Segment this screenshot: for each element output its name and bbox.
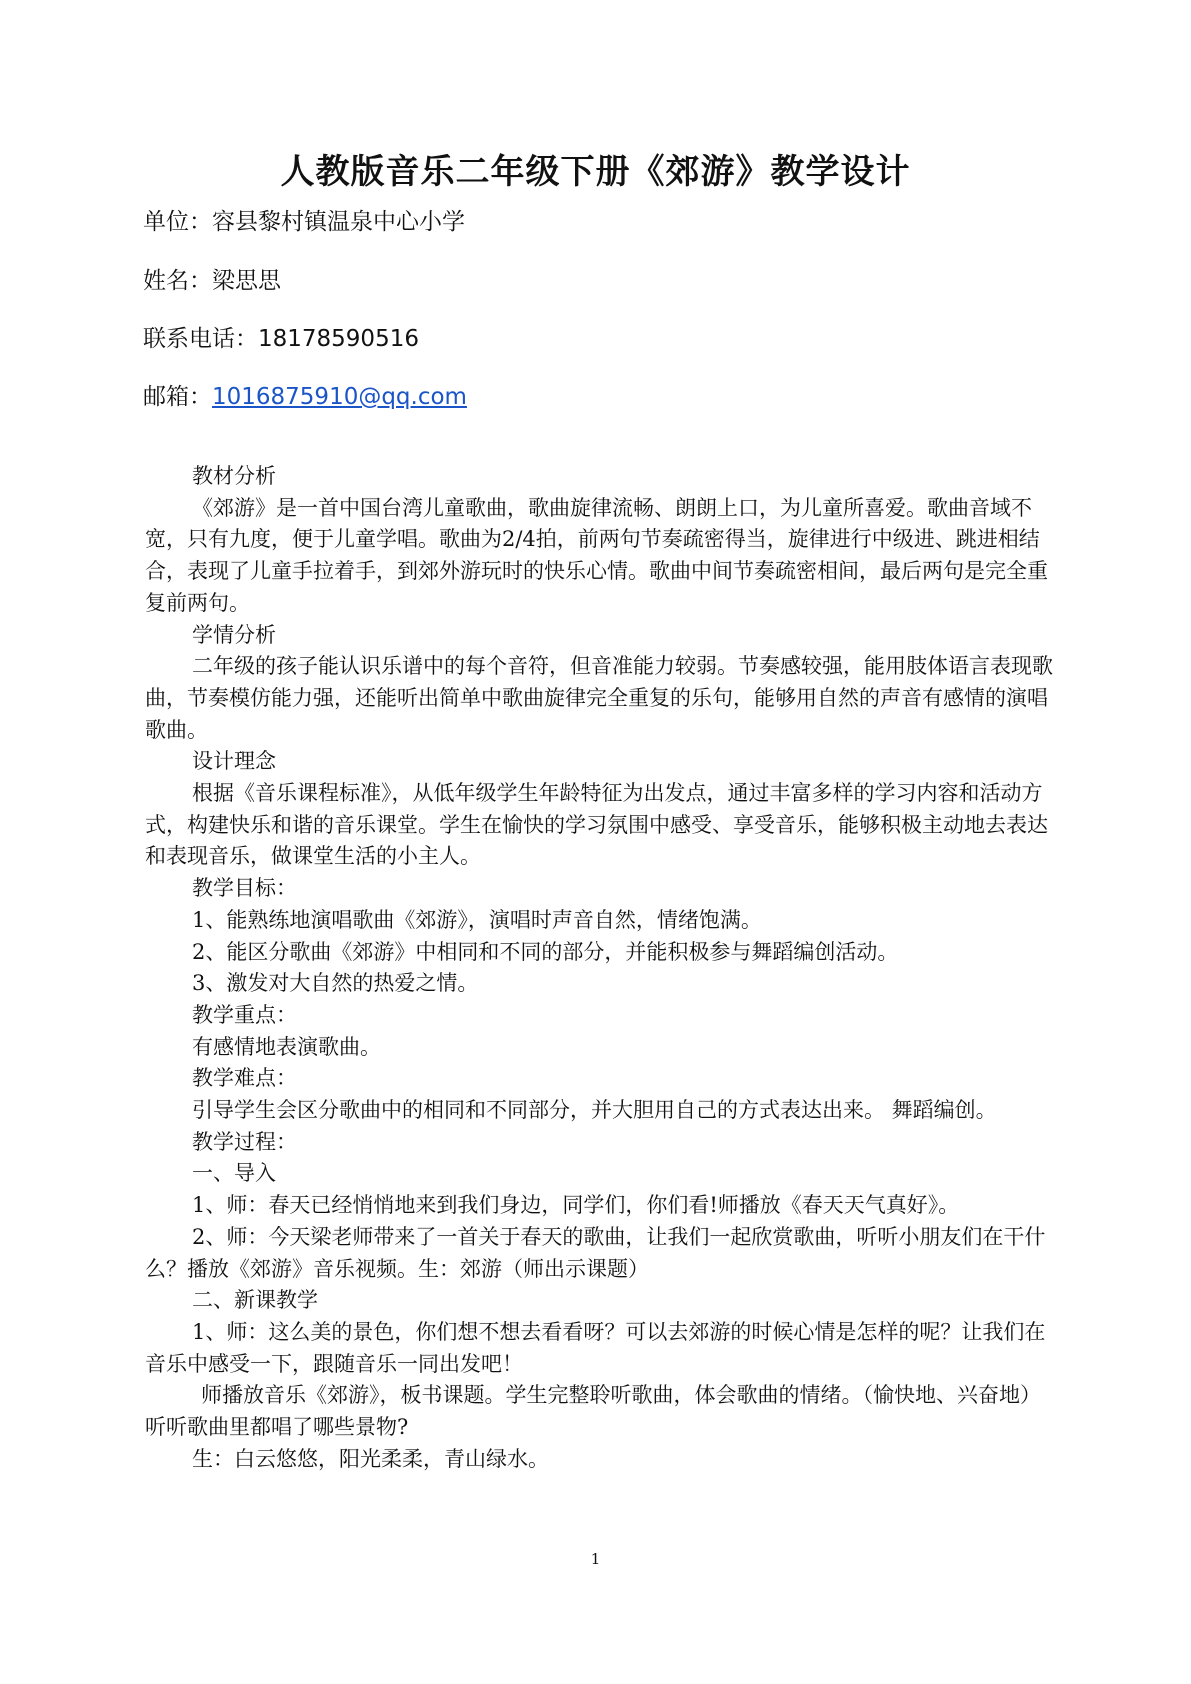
- paragraph: 设计理念: [192, 749, 276, 774]
- paragraph: 教材分析: [192, 464, 276, 488]
- paragraph: 1、师：春天已经悄悄地来到我们身边，同学们，你们看!师播放《春天天气真好》。: [192, 1193, 960, 1218]
- name-label: 姓名：: [143, 268, 212, 294]
- paragraph: 1、师：这么美的景色，你们想不想去看看呀？可以去郊游的时候心情是怎样的呢？让我们在音乐中感受一下，跟随音乐一同出发吧！: [145, 1319, 1046, 1376]
- paragraph: 1、能熟练地演唱歌曲《郊游》，演唱时声音自然，情绪饱满。: [192, 907, 762, 932]
- paragraph: 有感情地表演歌曲。: [192, 1034, 381, 1059]
- paragraph: 教学目标：: [192, 876, 297, 901]
- paragraph: 教学重点：: [192, 1002, 297, 1027]
- email-label: 邮箱：: [143, 384, 212, 410]
- unit-line: [143, 207, 465, 237]
- paragraph: 教学过程：: [192, 1129, 297, 1154]
- paragraph: 二、新课教学: [192, 1288, 318, 1313]
- unit-value: 容县黎村镇温泉中心小学: [212, 209, 465, 235]
- paragraph: 师播放音乐《郊游》，板书课题。学生完整聆听歌曲，体会歌曲的情绪。（愉快地、兴奋地）听听歌曲里都唱了哪些景物?: [145, 1383, 1041, 1440]
- name-line: [143, 266, 281, 296]
- phone-line: [143, 324, 419, 354]
- unit-label: 单位：: [143, 209, 212, 235]
- page-number: 1: [590, 1550, 601, 1568]
- paragraph: 学情分析: [192, 622, 276, 647]
- paragraph: 生：白云悠悠，阳光柔柔，青山绿水。: [192, 1446, 549, 1471]
- phone-label: 联系电话：: [143, 326, 258, 352]
- phone-value: 18178590516: [258, 326, 419, 352]
- document-body: [145, 461, 1060, 1476]
- paragraph: 二年级的孩子能认识乐谱中的每个音符，但音准能力较弱。节奏感较强，能用肢体语言表现歌曲，节奏模仿能力强，还能听出简单中歌曲旋律完全重复的乐句，能够用自然的声音有感情的演唱歌曲。: [145, 654, 1053, 742]
- paragraph: 3、激发对大自然的热爱之情。: [192, 971, 479, 996]
- email-line: [143, 382, 467, 412]
- paragraph: 根据《音乐课程标准》，从低年级学生年龄特征为出发点，通过丰富多样的学习内容和活动方式，构建快乐和谐的音乐课堂。学生在愉快的学习氛围中感受、享受音乐，能够积极主动地去表达和表现音乐，做课堂生活的小主人。: [145, 781, 1048, 869]
- paragraph: 引导学生会区分歌曲中的相同和不同部分，并大胆用自己的方式表达出来。 舞蹈编创。: [192, 1098, 997, 1123]
- paragraph: 教学难点：: [192, 1066, 297, 1091]
- document-title: 人教版音乐二年级下册《郊游》教学设计: [280, 152, 911, 192]
- email-link[interactable]: 1016875910@qq.com: [212, 384, 467, 410]
- paragraph: 2、能区分歌曲《郊游》中相同和不同的部分，并能积极参与舞蹈编创活动。: [192, 939, 899, 964]
- paragraph: 一、导入: [192, 1161, 276, 1186]
- name-value: 梁思思: [212, 268, 281, 294]
- paragraph: 2、师：今天梁老师带来了一首关于春天的歌曲，让我们一起欣赏歌曲，听听小朋友们在干什么？播放《郊游》音乐视频。生：郊游（师出示课题）: [145, 1224, 1046, 1281]
- paragraph: 《郊游》是一首中国台湾儿童歌曲，歌曲旋律流畅、朗朗上口，为儿童所喜爱。歌曲音域不宽，只有九度，便于儿童学唱。歌曲为2/4拍，前两句节奏疏密得当，旋律进行中级进、跳进相结合，表现了儿童手拉着手，到郊外游玩时的快乐心情。歌曲中间节奏疏密相间，最后两句是完全重复前两句。: [145, 495, 1048, 615]
